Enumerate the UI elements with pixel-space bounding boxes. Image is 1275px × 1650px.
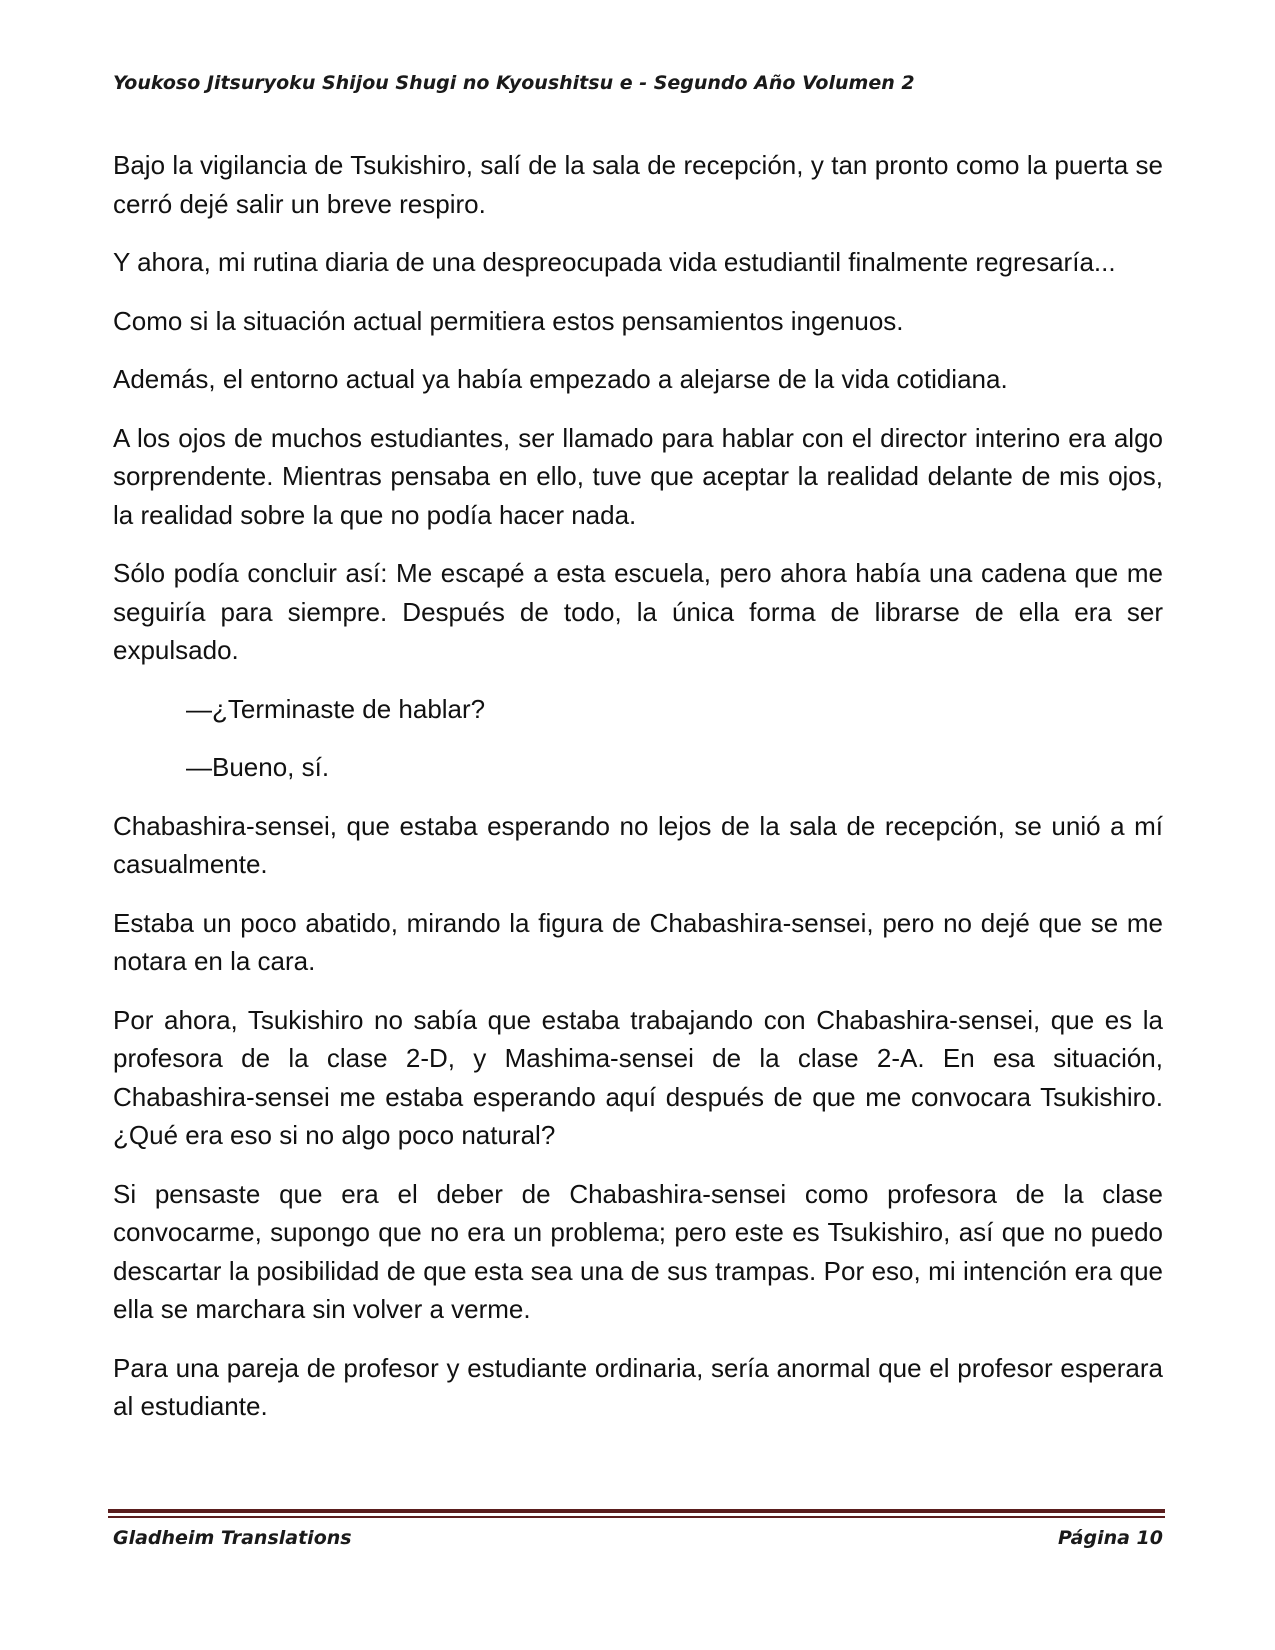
paragraph: Chabashira-sensei, que estaba esperando no lejos de la sala de recepción, se unió a mí casualmente. xyxy=(113,810,1163,879)
paragraph: A los ojos de muchos estudiantes, ser llamado para hablar con el director interino era algo sorprendente. Mientras pensaba en ello, tuve que aceptar la realidad delante de mis ojos, la realidad sobre la que no podía hacer nada. xyxy=(113,422,1163,530)
footer-divider-thin xyxy=(108,1516,1165,1518)
paragraph: Si pensaste que era el deber de Chabashira-sensei como profesora de la clase convocarme, supongo que no era un problema; pero este es Tsukishiro, así que no puedo descartar la posibilidad de que esta sea una de sus trampas. Por eso, mi intención era que ella se marchara sin volver a verme. xyxy=(113,1178,1163,1324)
paragraph: Como si la situación actual permitiera estos pensamientos ingenuos. xyxy=(113,305,904,336)
footer-translator-credit: Gladheim Translations xyxy=(113,1527,352,1549)
paragraph: Estaba un poco abatido, mirando la figura de Chabashira-sensei, pero no dejé que se me notara en la cara. xyxy=(113,907,1163,976)
chapter-body xyxy=(113,146,1163,1426)
paragraph: Además, el entorno actual ya había empezado a alejarse de la vida cotidiana. xyxy=(113,364,1008,394)
paragraph: Sólo podía concluir así: Me escapé a esta escuela, pero ahora había una cadena que me seguiría para siempre. Después de todo, la única forma de librarse de ella era ser expulsado. xyxy=(113,558,1163,665)
dialog-line: —Bueno, sí. xyxy=(186,752,330,782)
dialog-line: —¿Terminaste de hablar? xyxy=(186,693,486,724)
footer-page-number: Página 10 xyxy=(1057,1527,1163,1549)
paragraph: Y ahora, mi rutina diaria de una despreocupada vida estudiantil finalmente regresaría... xyxy=(113,247,1116,277)
paragraph: Bajo la vigilancia de Tsukishiro, salí de la sala de recepción, y tan pronto como la puerta se cerró dejé salir un breve respiro. xyxy=(113,150,1163,219)
footer-divider-thick xyxy=(108,1509,1165,1513)
paragraph: Para una pareja de profesor y estudiante ordinaria, sería anormal que el profesor esperara al estudiante. xyxy=(113,1352,1163,1421)
page-header-title: Youkoso Jitsuryoku Shijou Shugi no Kyoushitsu e - Segundo Año Volumen 2 xyxy=(113,72,915,94)
paragraph: Por ahora, Tsukishiro no sabía que estaba trabajando con Chabashira-sensei, que es la profesora de la clase 2-D, y Mashima-sensei de la clase 2-A. En esa situación, Chabashira-sensei me estaba esperando aquí después de que me convocara Tsukishiro. ¿Qué era eso si no algo poco natural? xyxy=(113,1004,1163,1150)
